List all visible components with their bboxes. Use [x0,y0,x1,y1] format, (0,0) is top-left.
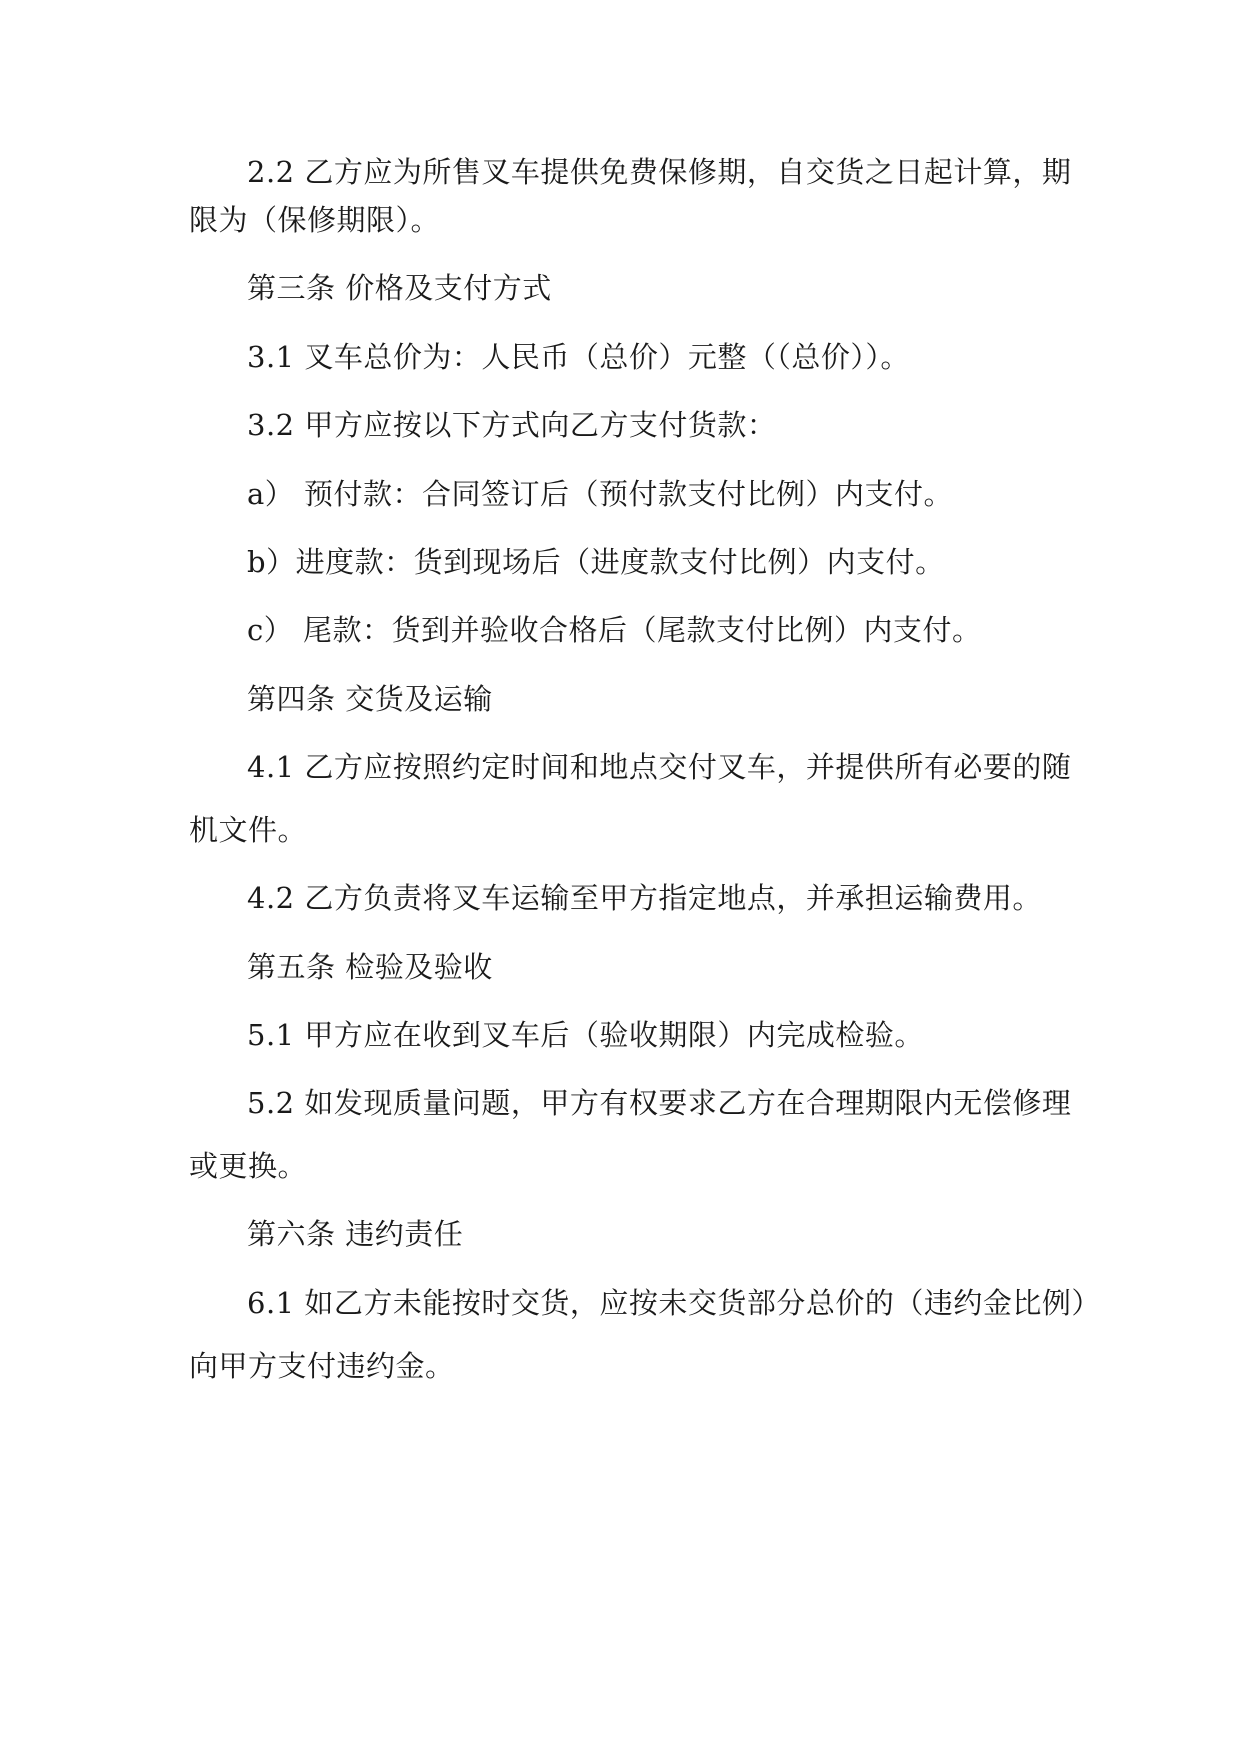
article-6-heading: 第六条 违约责任 [247,1217,464,1251]
clause-3-2-a: a） 预付款：合同签订后（预付款支付比例）内支付。 [247,477,954,511]
clause-3-2-b: b）进度款：货到现场后（进度款支付比例）内支付。 [247,545,945,579]
clause-3-2: 3.2 甲方应按以下方式向乙方支付货款： [247,408,777,442]
article-4-heading: 第四条 交货及运输 [247,682,493,716]
clause-6-1-line-2: 向甲方支付违约金。 [189,1349,455,1383]
clause-3-1: 3.1 叉车总价为：人民币（总价）元整（（总价））。 [247,340,910,374]
clause-4-2: 4.2 乙方负责将叉车运输至甲方指定地点，并承担运输费用。 [247,881,1042,915]
clause-4-1-line-1: 4.1 乙方应按照约定时间和地点交付叉车，并提供所有必要的随 [247,750,1072,784]
clause-5-1: 5.1 甲方应在收到叉车后（验收期限）内完成检验。 [247,1018,924,1052]
clause-2-2-line-2: 限为（保修期限）。 [189,203,441,237]
article-5-heading: 第五条 检验及验收 [247,950,493,984]
clause-2-2-line-1: 2.2 乙方应为所售叉车提供免费保修期，自交货之日起计算，期 [247,155,1072,189]
clause-4-1-line-2: 机文件。 [189,813,308,847]
clause-5-2-line-2: 或更换。 [189,1149,308,1183]
clause-3-2-c: c） 尾款：货到并验收合格后（尾款支付比例）内支付。 [247,613,982,647]
clause-6-1-line-1: 6.1 如乙方未能按时交货，应按未交货部分总价的（违约金比例） [247,1286,1101,1320]
article-3-heading: 第三条 价格及支付方式 [247,271,552,305]
clause-5-2-line-1: 5.2 如发现质量问题，甲方有权要求乙方在合理期限内无偿修理 [247,1086,1072,1120]
